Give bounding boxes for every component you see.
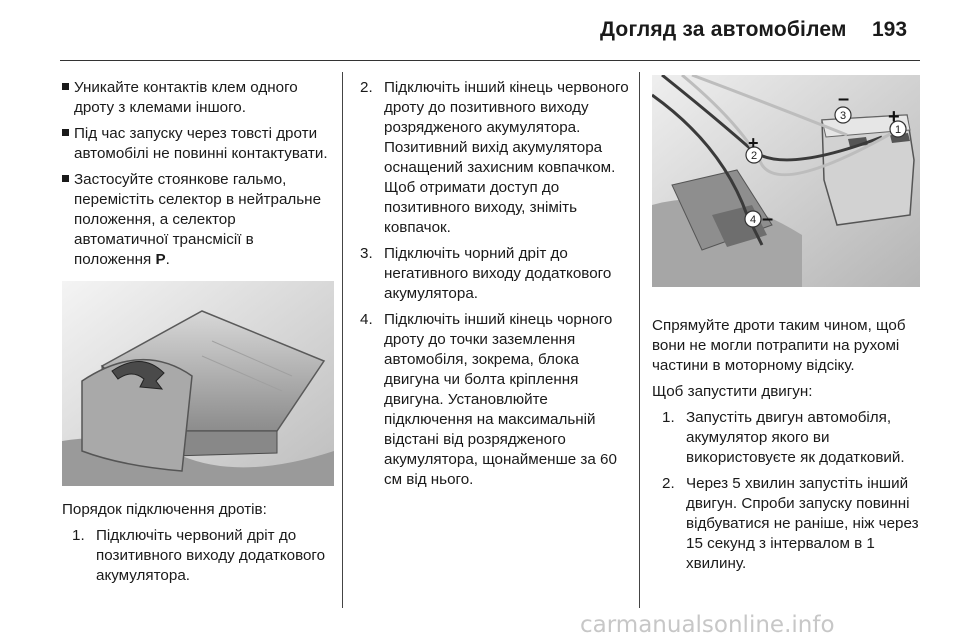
watermark: carmanualsonline.info: [580, 612, 835, 638]
column-1: [62, 78, 334, 276]
list-item: 4. Підключіть інший кінець чорного дроту до точки заземлення автомобіля, зокрема, блока двигуна чи болта кріплення двигуна. Установлюйте підключення на максимальній відстані від розрядженого акумулятора, щонайменше за 60 см від нього.: [360, 311, 617, 488]
callout-label-1: 1: [894, 124, 902, 136]
callout-label-2: 2: [750, 150, 758, 162]
header-rule: [60, 60, 920, 61]
gear-position-label: P: [155, 251, 166, 268]
routing-note: Спрямуйте дроти таким чином, щоб вони не могли потрапити на рухомі частини в моторному відсіку.: [652, 317, 906, 374]
jump-start-cable-diagram: [652, 75, 920, 287]
bullet-icon: [62, 129, 69, 136]
column-3: [652, 316, 927, 580]
connection-order-section: [62, 500, 334, 592]
page-number: 193: [872, 18, 908, 41]
minus-icon: –: [838, 88, 850, 110]
callout-label-4: 4: [749, 214, 757, 226]
list-item: Під час запуску через товсті дроти автомобілі не повинні контактувати.: [62, 124, 334, 164]
bullet-icon: [62, 175, 69, 182]
connection-steps-continued: [360, 78, 630, 490]
page-title: Догляд за автомобілем: [600, 18, 847, 41]
minus-icon: –: [762, 208, 774, 230]
list-item: 1. Підключіть червоний дріт до позитивного виходу додаткового акумулятора.: [72, 527, 326, 584]
list-item: 3. Підключіть чорний дріт до негативного виходу додаткового акумулятора.: [360, 245, 612, 302]
precaution-list: [62, 78, 334, 270]
list-item: 2. Підключіть інший кінець червоного дроту до позитивного виходу розрядженого акумулятора. Позитивний вихід акумулятора оснащений захисним ковпачком. Щоб отримати доступ до позитивного виходу, зніміть ковпачок.: [360, 79, 629, 236]
list-item: Уникайте контактів клем одного дроту з клемами іншого.: [62, 78, 334, 118]
callout-label-3: 3: [839, 110, 847, 122]
list-item: 2. Через 5 хвилин запустіть інший двигун. Спроби запуску повинні відбуватися не раніше, ніж через 15 секунд з інтервалом в 1 хвилину.: [662, 475, 919, 572]
column-2: [360, 78, 630, 496]
bullet-icon: [62, 83, 69, 90]
plus-icon: +: [748, 133, 759, 153]
fuse-box-cover-image: [62, 281, 334, 486]
list-item: Застосуйте стоянкове гальмо, перемістіть селектор в нейтральне положення, а селектор автоматичної трансмісії в положення P.: [62, 170, 334, 270]
fuse-box-illustration: [62, 281, 334, 486]
connection-steps-start: [62, 526, 334, 586]
start-heading: Щоб запустити двигун:: [652, 383, 813, 400]
column-divider-left: [342, 72, 343, 608]
jump-start-illustration: [652, 75, 920, 287]
connection-order-heading: Порядок підключення дротів:: [62, 501, 267, 518]
plus-icon: +: [888, 106, 900, 128]
start-steps: [652, 408, 927, 574]
list-item: 1. Запустіть двигун автомобіля, акумулятор якого ви використовуєте як додатковий.: [662, 409, 905, 466]
column-divider-right: [639, 72, 640, 608]
